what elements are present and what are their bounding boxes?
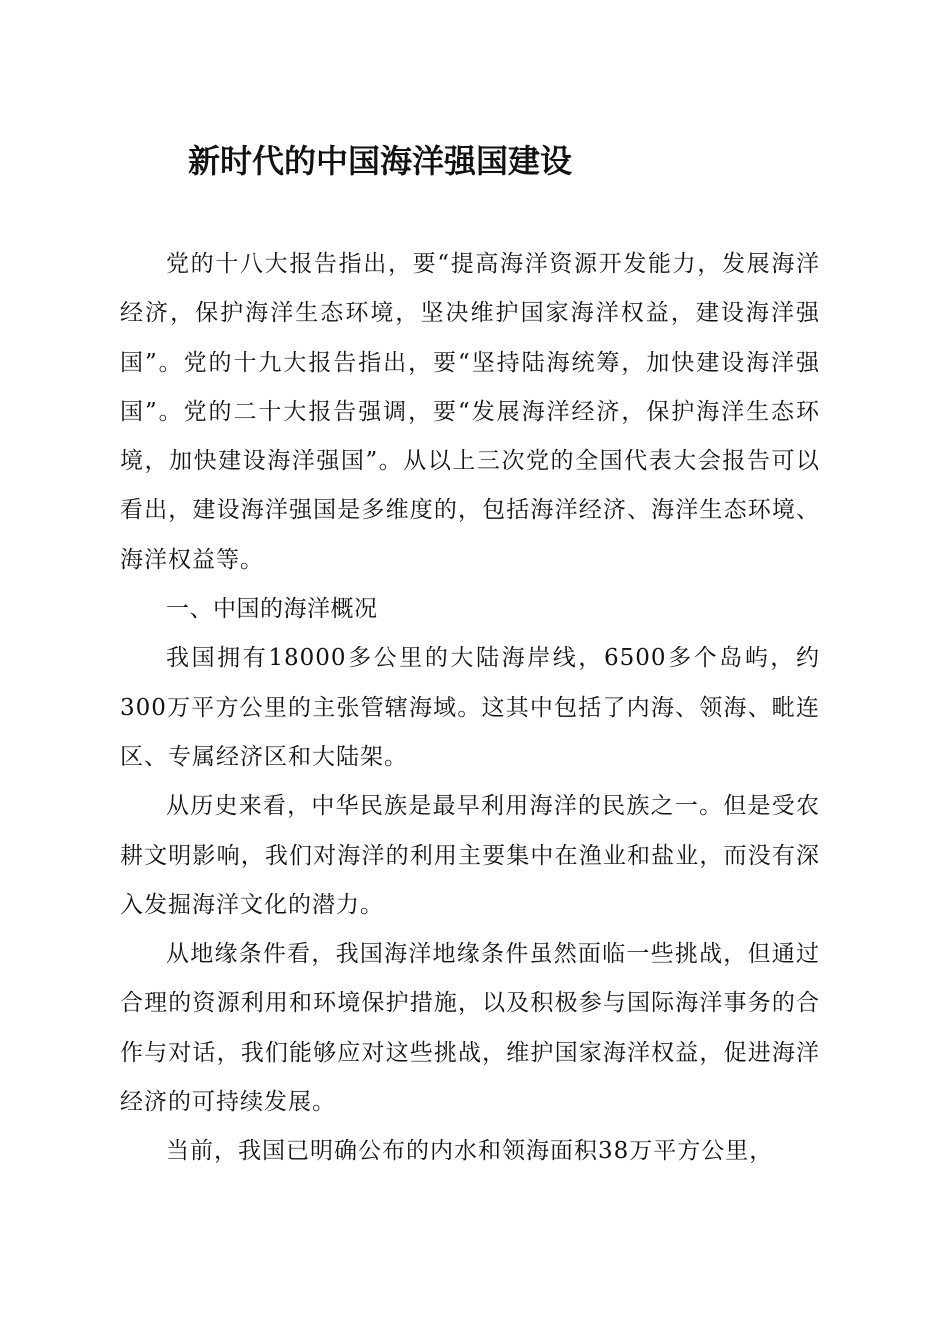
paragraph-intro: 党的十八大报告指出，要“提高海洋资源开发能力，发展海洋经济，保护海洋生态环境，坚决维护国家海洋权益，建设海洋强国”。党的十九大报告指出，要“坚持陆海统筹，加快建设海洋强国”。党的二十大报告强调，要“发展海洋经济，保护海洋生态环境，加快建设海洋强国”。从以上三次党的全国代表大会报告可以看出，建设海洋强国是多维度的，包括海洋经济、海洋生态环境、海洋权益等。 — [120, 251, 820, 573]
paragraph-geography: 从地缘条件看，我国海洋地缘条件虽然面临一些挑战，但通过合理的资源利用和环境保护措施，以及积极参与国际海洋事务的合作与对话，我们能够应对这些挑战，维护国家海洋权益，促进海洋经济的可持续发展。 — [120, 941, 820, 1116]
section-heading: 一、中国的海洋概况 — [166, 596, 378, 623]
document-title: 新时代的中国海洋强国建设 — [188, 142, 573, 180]
paragraph-current: 当前，我国已明确公布的内水和领海面积38万平方公里， — [166, 1138, 774, 1165]
paragraph-coastline: 我国拥有18000多公里的大陆海岸线，6500多个岛屿，约300万平方公里的主张管辖海域。这其中包括了内海、领海、毗连区、专属经济区和大陆架。 — [120, 645, 820, 770]
document-body — [120, 240, 820, 1177]
paragraph-history: 从历史来看，中华民族是最早利用海洋的民族之一。但是受农耕文明影响，我们对海洋的利用主要集中在渔业和盐业，而没有深入发掘海洋文化的潜力。 — [120, 793, 820, 918]
